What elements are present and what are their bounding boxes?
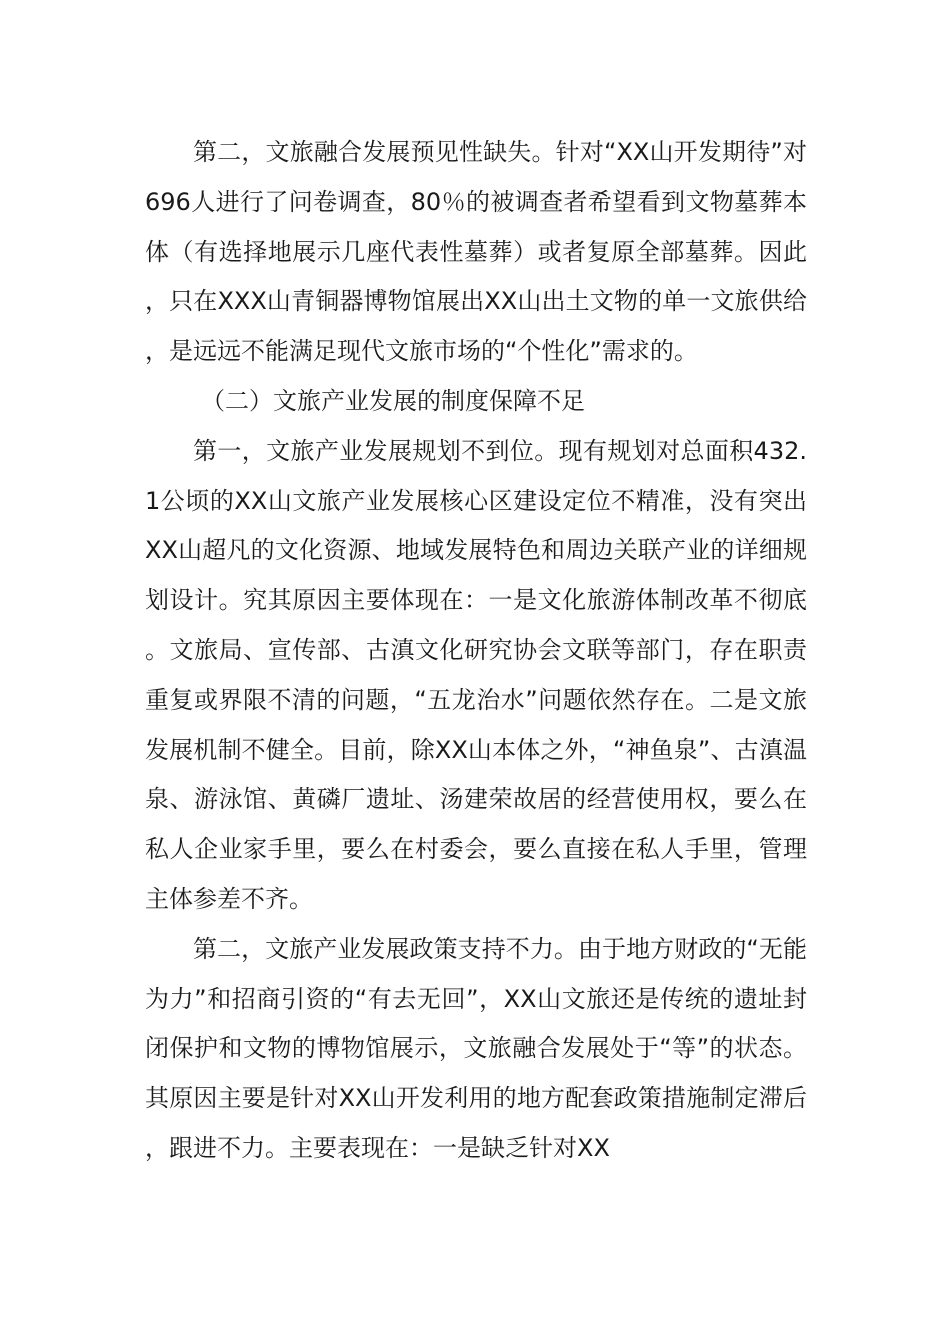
section-heading-institutional-guarantee: （二）文旅产业发展的制度保障不足 xyxy=(201,386,585,415)
document-body xyxy=(145,128,807,1174)
paragraph-planning-inadequate: 第一，文旅产业发展规划不到位。现有规划对总面积432.1公顷的XX山文旅产业发展核心区建设定位不精准，没有突出XX山超凡的文化资源、地域发展特色和周边关联产业的详细规划设计。究其原因主要体现在：一是文化旅游体制改革不彻底。文旅局、宣传部、古滇文化研究协会文联等部门，存在职责重复或界限不清的问题，“五龙治水”问题依然存在。二是文旅发展机制不健全。目前，除XX山本体之外，“神鱼泉”、古滇温泉、游泳馆、黄磷厂遗址、汤建荣故居的经营使用权，要么在私人企业家手里，要么在村委会，要么直接在私人手里，管理主体参差不齐。 xyxy=(145,436,807,913)
paragraph-foresight-lacking: 第二，文旅融合发展预见性缺失。针对“XX山开发期待”对696人进行了问卷调查，80％的被调查者希望看到文物墓葬本体（有选择地展示几座代表性墓葬）或者复原全部墓葬。因此，只在XXX山青铜器博物馆展出XX山出土文物的单一文旅供给，是远远不能满足现代文旅市场的“个性化”需求的。 xyxy=(145,138,807,366)
paragraph-policy-support-weak: 第二，文旅产业发展政策支持不力。由于地方财政的“无能为力”和招商引资的“有去无回”，XX山文旅还是传统的遗址封闭保护和文物的博物馆展示，文旅融合发展处于“等”的状态。其原因主要是针对XX山开发利用的地方配套政策措施制定滞后，跟进不力。主要表现在：一是缺乏针对XX xyxy=(145,934,807,1162)
